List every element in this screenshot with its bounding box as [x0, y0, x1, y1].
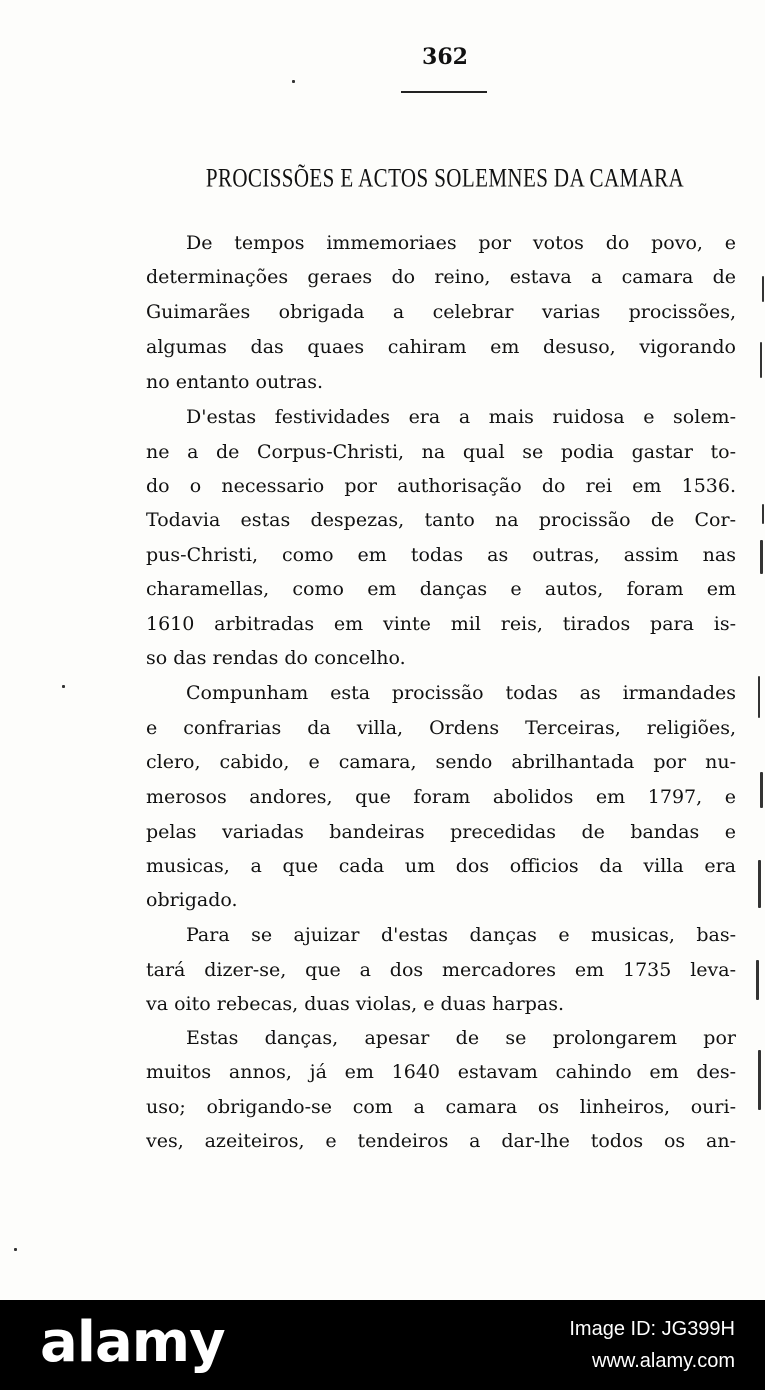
text-line: clero, cabido, e camara, sendo abrilhantada por nu-	[146, 751, 736, 773]
text-line: Compunham esta procissão todas as irmandades	[186, 682, 736, 704]
text-line: muitos annos, já em 1640 estavam cahindo em des-	[146, 1061, 736, 1083]
text-line: tará dizer-se, que a dos mercadores em 1735 leva-	[146, 959, 736, 981]
text-line: merosos andores, que foram abolidos em 1797, e	[146, 786, 736, 808]
text-line: D'estas festividades era a mais ruidosa e solem-	[186, 406, 736, 428]
margin-mark	[762, 504, 764, 524]
text-line: Estas danças, apesar de se prolongarem por	[186, 1027, 736, 1049]
text-line: e confrarias da villa, Ordens Terceiras, religiões,	[146, 717, 736, 739]
text-line: do o necessario por authorisação do rei em 1536.	[146, 475, 736, 497]
text-line: no entanto outras.	[146, 371, 324, 393]
text-line: charamellas, como em danças e autos, foram em	[146, 578, 736, 600]
text-line: va oito rebecas, duas violas, e duas harpas.	[146, 993, 564, 1015]
page-number-rule	[401, 91, 487, 93]
dust-speck	[292, 80, 295, 83]
image-id: Image ID: JG399H	[569, 1318, 735, 1340]
site-url: www.alamy.com	[592, 1350, 735, 1372]
text-line: De tempos immemoriaes por votos do povo, e	[186, 232, 736, 254]
watermark-bar	[0, 1300, 765, 1390]
margin-mark	[758, 676, 760, 718]
text-line: ves, azeiteiros, e tendeiros a dar-lhe todos os an-	[146, 1130, 736, 1152]
margin-mark	[756, 960, 759, 1000]
margin-mark	[760, 540, 763, 574]
text-line: 1610 arbitradas em vinte mil reis, tirados para is-	[146, 613, 736, 635]
text-line: determinações geraes do reino, estava a camara de	[146, 266, 736, 288]
brand-logo: alamy	[40, 1310, 225, 1375]
dust-speck	[62, 685, 65, 688]
text-line: Guimarães obrigada a celebrar varias procissões,	[146, 301, 736, 323]
text-line: pelas variadas bandeiras precedidas de bandas e	[146, 821, 736, 843]
text-line: obrigado.	[146, 889, 238, 911]
margin-mark	[758, 860, 761, 908]
text-line: uso; obrigando-se com a camara os linheiros, ouri-	[146, 1096, 736, 1118]
page-number: 362	[422, 44, 468, 70]
margin-mark	[760, 772, 763, 808]
text-line: Para se ajuizar d'estas danças e musicas, bas-	[186, 924, 736, 946]
margin-mark	[762, 276, 764, 302]
text-line: Todavia estas despezas, tanto na procissão de Cor-	[146, 509, 736, 531]
chapter-heading: PROCISSÕES E ACTOS SOLEMNES DA CAMARA	[205, 162, 685, 193]
dust-speck	[14, 1248, 17, 1251]
margin-mark	[760, 342, 762, 378]
margin-mark	[758, 1050, 761, 1110]
text-line: ne a de Corpus-Christi, na qual se podia gastar to-	[146, 441, 736, 463]
text-line: so das rendas do concelho.	[146, 647, 406, 669]
text-line: pus-Christi, como em todas as outras, assim nas	[146, 544, 736, 566]
text-line: algumas das quaes cahiram em desuso, vigorando	[146, 336, 736, 358]
text-line: musicas, a que cada um dos officios da villa era	[146, 855, 736, 877]
